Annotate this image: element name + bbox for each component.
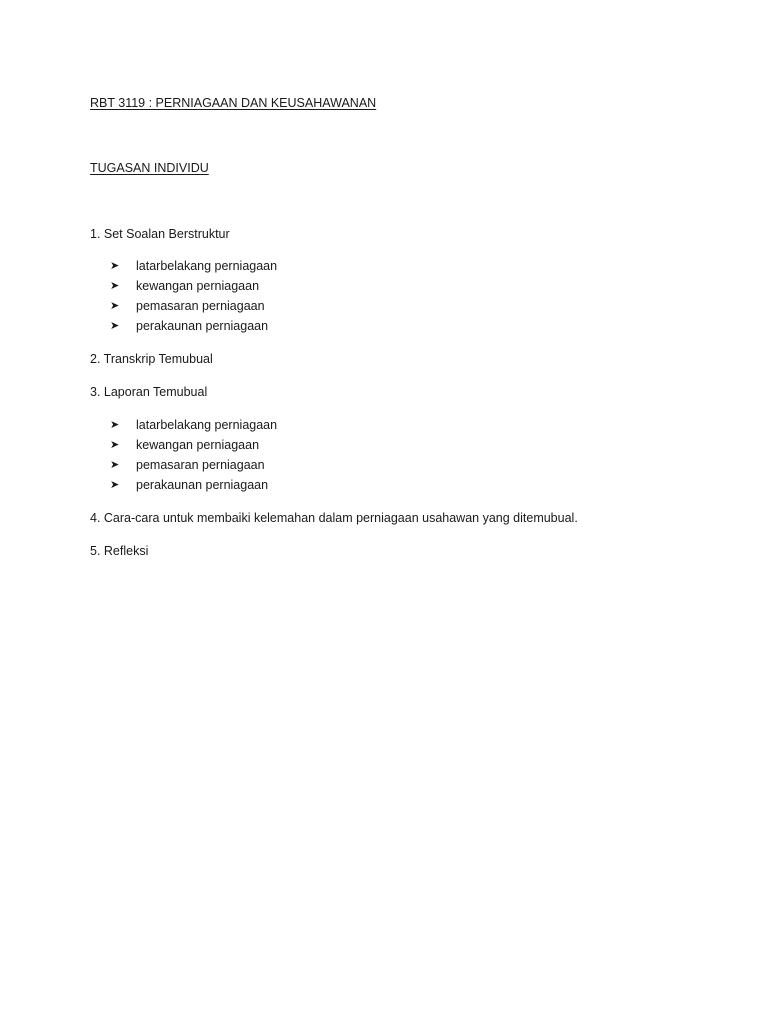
arrow-bullet-icon: ➤ bbox=[110, 300, 120, 312]
arrow-bullet-icon: ➤ bbox=[110, 419, 120, 431]
arrow-bullet-icon: ➤ bbox=[110, 280, 120, 292]
item-5-label: 5. Refleksi bbox=[90, 544, 149, 558]
item-2-label: 2. Transkrip Temubual bbox=[90, 352, 213, 366]
section-title: TUGASAN INDIVIDU bbox=[90, 161, 209, 175]
arrow-bullet-icon: ➤ bbox=[110, 459, 120, 471]
arrow-bullet-icon: ➤ bbox=[110, 439, 120, 451]
item-3-label: 3. Laporan Temubual bbox=[90, 385, 208, 399]
arrow-bullet-icon: ➤ bbox=[110, 479, 120, 491]
item-4-label: 4. Cara-cara untuk membaiki kelemahan dalam perniagaan usahawan yang ditemubual. bbox=[90, 511, 578, 525]
course-title: RBT 3119 : PERNIAGAAN DAN KEUSAHAWANAN bbox=[90, 96, 377, 110]
document-page: RBT 3119 : PERNIAGAAN DAN KEUSAHAWANAN TUGASAN INDIVIDU 1. Set Soalan Berstruktur ➤ latarbelakang perniagaan ➤ kewangan perniagaan ➤ pemasaran perniagaan ➤ perakaunan perniagaan 2. Transkrip Temubual 3. Laporan Temubual ➤ latarbelakang perniagaan ➤ kewangan perniagaan ➤ pemasaran perniagaan ➤ perakaunan perniagaan 4. Cara-cara untuk membaiki kelemahan dalam perniagaan usahawan yang ditemubual. 5. Refleksi bbox=[0, 0, 768, 1024]
arrow-bullet-icon: ➤ bbox=[110, 260, 120, 272]
item-1-label: 1. Set Soalan Berstruktur bbox=[90, 227, 230, 241]
arrow-bullet-icon: ➤ bbox=[110, 320, 120, 332]
